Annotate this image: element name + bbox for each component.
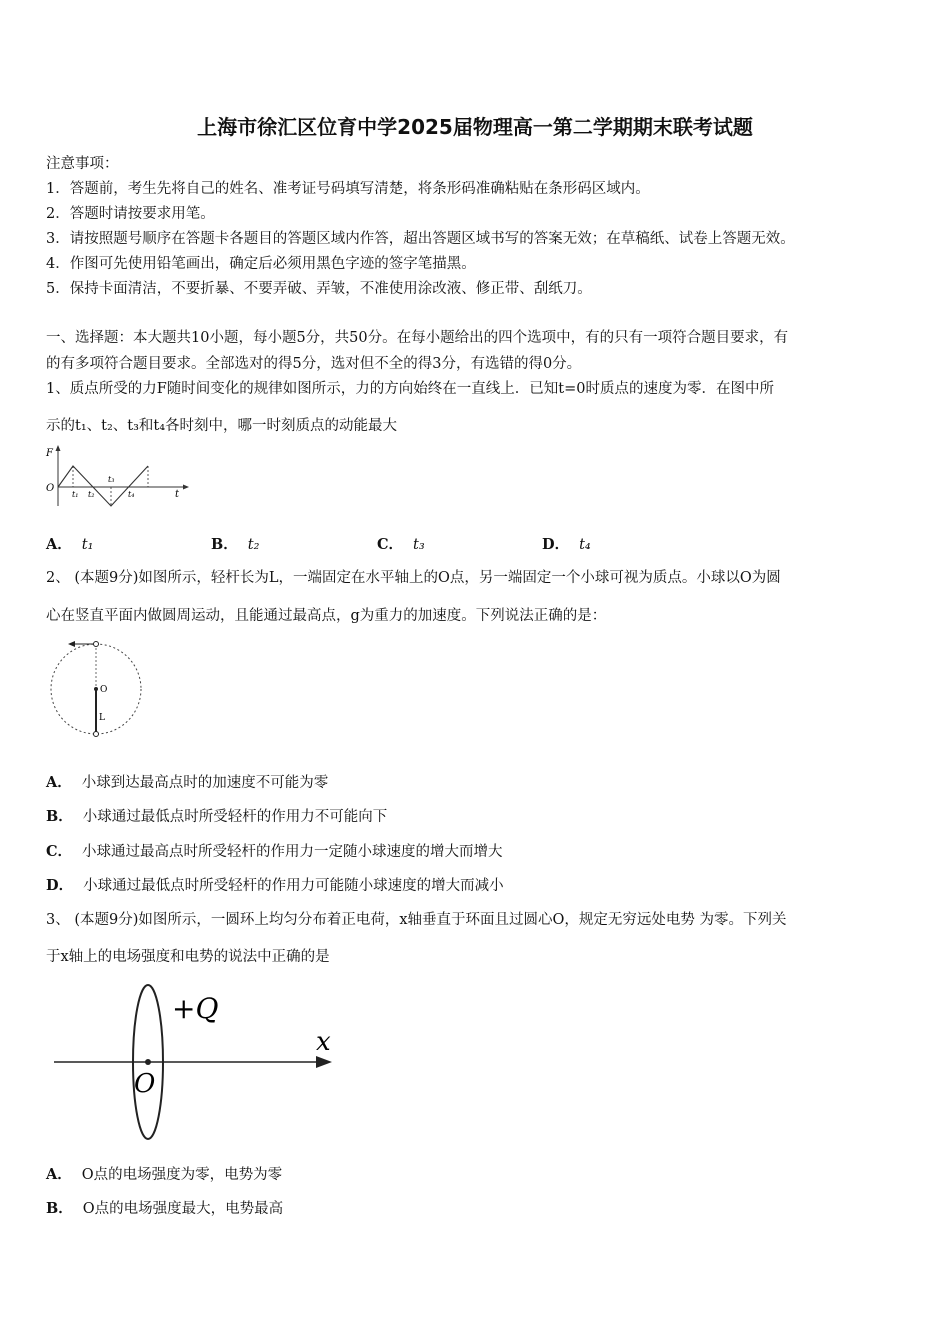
option-text: 小球通过最低点时所受轻杆的作用力可能随小球速度的增大而减小 xyxy=(83,878,504,894)
section-intro-line2: 的有多项符合题目要求。全部选对的得5分，选对但不全的得3分，有选错的得0分。 xyxy=(46,356,582,372)
q1-x-axis-label: t xyxy=(175,489,180,500)
notice-item: 2．答题时请按要求用笔。 xyxy=(46,206,215,222)
q1-stem-line1: 1、质点所受的力F随时间变化的规律如图所示，力的方向始终在一直线上．已知t=0时质点的速度为零．在图中所 xyxy=(46,381,774,397)
option-key: A． xyxy=(46,1166,72,1183)
q1-t2-label: t₂ xyxy=(88,490,95,499)
q3-option-a[interactable] xyxy=(46,1163,282,1184)
q3-stem-line1: 3、 (本题9分)如图所示，一圆环上均匀分布着正电荷，x轴垂直于环面且过圆心O，规定无穷远处电势 为零。下列关 xyxy=(46,912,787,928)
q1-t1-label: t₁ xyxy=(72,490,79,499)
option-text: O点的电场强度为零，电势为零 xyxy=(81,1167,283,1183)
q2-option-b[interactable] xyxy=(46,805,387,826)
q2-rod-label: L xyxy=(99,713,105,723)
q3-center-label: O xyxy=(134,1069,156,1099)
option-text: 小球到达最高点时的加速度不可能为零 xyxy=(81,775,329,791)
notice-item: 3．请按照题号顺序在答题卡各题目的答题区域内作答，超出答题区域书写的答案无效；在草稿纸、试卷上答题无效。 xyxy=(46,231,795,247)
option-text: t₄ xyxy=(579,537,591,553)
q1-option-a[interactable] xyxy=(46,533,93,554)
option-key: A． xyxy=(46,536,72,553)
option-text: t₁ xyxy=(81,537,94,553)
q1-option-b[interactable] xyxy=(211,533,259,554)
q1-force-time-graph xyxy=(44,444,194,514)
q2-option-d[interactable] xyxy=(46,874,504,895)
notice-heading: 注意事项： xyxy=(46,156,119,172)
option-key: D． xyxy=(46,877,74,894)
q2-option-a[interactable] xyxy=(46,771,328,792)
q3-x-axis-label: x xyxy=(316,1027,331,1057)
q1-t3-label: t₃ xyxy=(108,475,115,484)
q1-stem-line2: 示的t₁、t₂、t₃和t₄各时刻中，哪一时刻质点的动能最大 xyxy=(46,418,398,434)
page-title: 上海市徐汇区位育中学2025届物理高一第二学期期末联考试题 xyxy=(197,115,753,139)
option-text: O点的电场强度最大，电势最高 xyxy=(82,1201,284,1217)
q2-stem-line1: 2、 (本题9分)如图所示，轻杆长为L，一端固定在水平轴上的O点，另一端固定一个小球可视为质点。小球以O为圆 xyxy=(46,570,781,586)
option-key: C． xyxy=(377,536,404,553)
option-text: 小球通过最高点时所受轻杆的作用力一定随小球速度的增大而增大 xyxy=(82,844,503,860)
option-key: B． xyxy=(46,808,73,825)
q3-charged-ring-diagram xyxy=(50,978,350,1148)
q2-center-label: O xyxy=(100,685,108,695)
q2-rod-circle-diagram xyxy=(44,636,154,746)
option-key: B． xyxy=(46,1200,73,1217)
notice-item: 4．作图可先使用铅笔画出，确定后必须用黑色字迹的签字笔描黑。 xyxy=(46,256,476,272)
option-key: D． xyxy=(542,536,570,553)
option-key: B． xyxy=(211,536,238,553)
q1-y-axis-label: F xyxy=(46,448,53,459)
notice-item: 5．保持卡面清洁，不要折暴、不要弄破、弄皱，不准使用涂改液、修正带、刮纸刀。 xyxy=(46,281,592,297)
option-text: t₃ xyxy=(413,537,425,553)
q3-charge-label: +Q xyxy=(172,992,219,1025)
q1-t4-label: t₄ xyxy=(128,490,135,499)
q1-force-curve xyxy=(58,466,148,506)
notice-item: 1．答题前，考生先将自己的姓名、准考证号码填写清楚，将条形码准确粘贴在条形码区域内。 xyxy=(46,181,650,197)
section-intro-line1: 一、选择题：本大题共10小题，每小题5分，共50分。在每小题给出的四个选项中，有的只有一项符合题目要求，有 xyxy=(46,330,789,346)
option-key: A． xyxy=(46,774,72,791)
q3-stem-line2: 于x轴上的电场强度和电势的说法中正确的是 xyxy=(46,949,330,965)
q2-stem-line2: 心在竖直平面内做圆周运动，且能通过最高点，g为重力的加速度。下列说法正确的是： xyxy=(46,608,607,624)
q1-origin-label: O xyxy=(46,483,55,494)
option-key: C． xyxy=(46,843,73,860)
q2-option-c[interactable] xyxy=(46,840,503,861)
q3-option-b[interactable] xyxy=(46,1197,283,1218)
option-text: 小球通过最低点时所受轻杆的作用力不可能向下 xyxy=(82,809,388,825)
option-text: t₂ xyxy=(247,537,260,553)
q1-option-d[interactable] xyxy=(542,533,591,554)
q1-option-c[interactable] xyxy=(377,533,425,554)
